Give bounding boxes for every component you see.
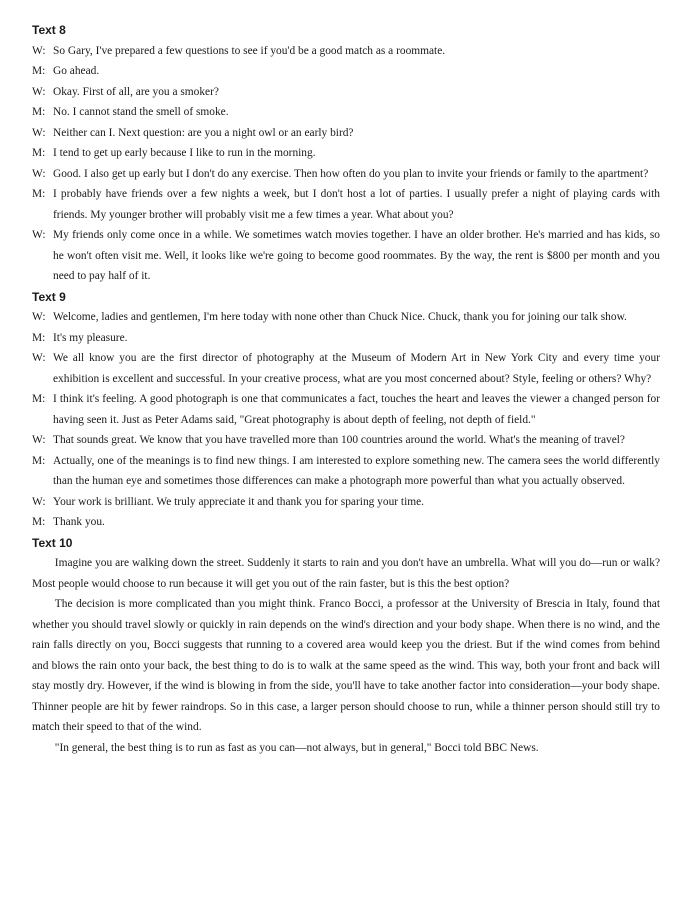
section-heading: Text 9 bbox=[32, 289, 66, 304]
speaker-label: W: bbox=[32, 44, 46, 57]
dialogue-text: Actually, one of the meanings is to find new things. I am interested to explore something new. The camera sees the world differently than the human eye and sometimes those differences can make a photograph more powerful than what you actually observed. bbox=[53, 454, 660, 487]
speaker-label: W: bbox=[32, 229, 46, 241]
dialogue-list bbox=[32, 41, 660, 287]
dialogue-text: My friends only come once in a while. We sometimes watch movies together. I have an older brother. He's married and has kids, so he won't often visit me. Well, it looks like we're going to become good roommates. By the way, the rent is $800 per month and you need to pay half of it. bbox=[53, 229, 660, 282]
speaker-label: W: bbox=[32, 126, 46, 139]
dialogue-line bbox=[32, 61, 660, 82]
dialogue-line bbox=[32, 41, 660, 62]
speaker-label: M: bbox=[32, 454, 46, 467]
dialogue-text: I probably have friends over a few nights a week, but I don't host a lot of parties. I usually prefer a night of playing cards with friends. My younger brother will probably visit me a few times a year. What about you? bbox=[53, 188, 660, 221]
dialogue-list bbox=[32, 307, 660, 533]
dialogue-text: Go ahead. bbox=[53, 65, 100, 77]
speaker-label: W: bbox=[32, 434, 46, 446]
speaker-label: M: bbox=[32, 65, 46, 77]
dialogue-text: So Gary, I've prepared a few questions to see if you'd be a good match as a roommate. bbox=[53, 44, 446, 57]
dialogue-text: We all know you are the first director of photography at the Museum of Modern Art in New York City and every time your exhibition is excellent and successful. In your creative process, what are you most concerned about? Style, feeling or others? Why? bbox=[53, 352, 660, 385]
dialogue-line bbox=[32, 348, 660, 389]
text8-section bbox=[32, 20, 660, 287]
dialogue-text: It's my pleasure. bbox=[53, 331, 128, 344]
dialogue-text: Thank you. bbox=[53, 516, 105, 528]
speaker-label: M: bbox=[32, 147, 46, 159]
speaker-label: M: bbox=[32, 516, 46, 528]
dialogue-text: Neither can I. Next question: are you a night owl or an early bird? bbox=[53, 126, 354, 139]
dialogue-line bbox=[32, 307, 660, 328]
dialogue-line bbox=[32, 102, 660, 123]
dialogue-line bbox=[32, 225, 660, 287]
passage-paragraph: Imagine you are walking down the street. Suddenly it starts to rain and you don't have an umbrella. What will you do—run or walk? Most people would choose to run because it will get you out of the rain faster, but is this the best option? bbox=[32, 557, 660, 590]
dialogue-line bbox=[32, 164, 660, 185]
speaker-label: M: bbox=[32, 106, 46, 118]
speaker-label: M: bbox=[32, 188, 46, 200]
speaker-label: W: bbox=[32, 167, 46, 180]
dialogue-line bbox=[32, 123, 660, 144]
dialogue-text: Okay. First of all, are you a smoker? bbox=[53, 85, 219, 98]
dialogue-line bbox=[32, 512, 660, 533]
passage-paragraph: The decision is more complicated than you might think. Franco Bocci, a professor at the University of Brescia in Italy, found that whether you should travel slowly or quickly in rain depends on the wind's direction and your body shape. When there is no wind, and the rain falls directly on you, Bocci suggests that running to a covered area would keep you the driest. But if the wind comes from behind and blows the rain onto your back, the best thing to do is to walk at the same speed as the wind. This way, both your front and back will stay mostly dry. However, if the wind is blowing in from the side, you'll have to take another factor into consideration—your body shape. Thinner people are hit by fewer raindrops. So in this case, a larger person should choose to run, while a thinner person should still try to match their speed to that of the wind. bbox=[32, 598, 660, 733]
transcript-page bbox=[32, 20, 660, 758]
dialogue-text: I tend to get up early because I like to run in the morning. bbox=[53, 147, 316, 159]
dialogue-text: Welcome, ladies and gentlemen, I'm here today with none other than Chuck Nice. Chuck, thank you for joining our talk show. bbox=[53, 311, 627, 323]
dialogue-line bbox=[32, 389, 660, 430]
dialogue-text: That sounds great. We know that you have travelled more than 100 countries around the world. What's the meaning of travel? bbox=[53, 434, 625, 446]
dialogue-line bbox=[32, 492, 660, 513]
speaker-label: M: bbox=[32, 331, 46, 344]
section-heading: Text 8 bbox=[32, 23, 66, 37]
dialogue-line bbox=[32, 328, 660, 349]
speaker-label: W: bbox=[32, 311, 46, 323]
speaker-label: W: bbox=[32, 495, 46, 508]
speaker-label: W: bbox=[32, 352, 46, 364]
speaker-label: M: bbox=[32, 393, 46, 405]
passage-paragraph: "In general, the best thing is to run as fast as you can—not always, but in general," Bocci told BBC News. bbox=[54, 741, 539, 754]
speaker-label: W: bbox=[32, 85, 46, 98]
dialogue-line bbox=[32, 82, 660, 103]
dialogue-text: I think it's feeling. A good photograph is one that communicates a fact, touches the heart and leaves the viewer a changed person for having seen it. Just as Peter Adams said, "Great photography is about depth of feeling, not depth of field." bbox=[53, 393, 660, 426]
dialogue-line bbox=[32, 184, 660, 225]
text10-section bbox=[32, 533, 660, 759]
dialogue-line bbox=[32, 430, 660, 451]
dialogue-line bbox=[32, 451, 660, 492]
dialogue-text: Good. I also get up early but I don't do any exercise. Then how often do you plan to invite your friends or family to the apartment? bbox=[53, 167, 649, 180]
dialogue-text: No. I cannot stand the smell of smoke. bbox=[53, 106, 229, 118]
dialogue-text: Your work is brilliant. We truly appreciate it and thank you for sparing your time. bbox=[53, 495, 425, 508]
section-heading: Text 10 bbox=[32, 535, 73, 550]
dialogue-line bbox=[32, 143, 660, 164]
text9-section bbox=[32, 287, 660, 533]
